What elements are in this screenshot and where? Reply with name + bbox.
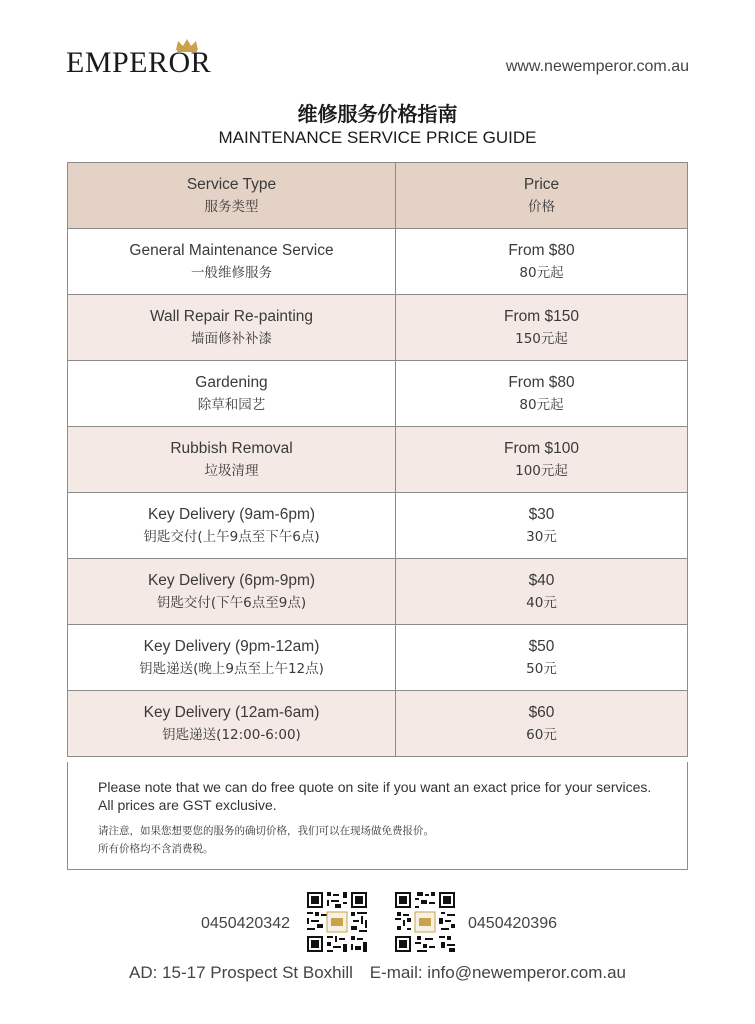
brand-logo	[66, 38, 236, 80]
header-service-en: Service Type	[186, 175, 277, 193]
service-en: Key Delivery (6pm-9pm)	[147, 571, 316, 589]
page-title-en: MAINTENANCE SERVICE PRICE GUIDE	[218, 128, 537, 147]
note-gst-en: All prices are GST exclusive.	[98, 797, 277, 813]
phone-number-2[interactable]: 0450420396	[468, 915, 557, 932]
service-en: General Maintenance Service	[129, 241, 334, 259]
price-cell	[396, 361, 688, 427]
table-row	[68, 295, 688, 361]
price-en: $60	[528, 703, 555, 721]
price-cn: 60元	[526, 726, 557, 743]
service-en: Wall Repair Re-painting	[149, 307, 314, 325]
note-gst-cn: 所有价格均不含消费税。	[98, 843, 214, 855]
phone-number-1[interactable]: 0450420342	[201, 915, 290, 932]
brand-name: EMPEROR	[66, 46, 212, 79]
service-en: Gardening	[195, 373, 268, 391]
table-row	[68, 427, 688, 493]
qr-code-icon	[305, 890, 369, 954]
service-cell	[68, 559, 396, 625]
service-cn: 钥匙递送(12:00-6:00)	[162, 726, 301, 743]
service-cn: 钥匙交付(下午6点至9点)	[156, 594, 307, 611]
footer-email[interactable]: E-mail: info@newemperor.com.au	[369, 963, 626, 982]
qr-code-icon	[393, 890, 457, 954]
service-cell	[68, 625, 396, 691]
price-cell	[396, 493, 688, 559]
service-cell	[68, 691, 396, 757]
header-price-en: Price	[523, 175, 560, 193]
footer	[0, 963, 755, 983]
service-cell	[68, 493, 396, 559]
notes-en	[98, 778, 678, 814]
price-cn: 50元	[526, 660, 557, 677]
table-row	[68, 625, 688, 691]
header-service-cn: 服务类型	[204, 198, 259, 215]
header-price-cn: 价格	[528, 198, 555, 215]
service-cn: 钥匙交付(上午9点至下午6点)	[143, 528, 320, 545]
table-row	[68, 559, 688, 625]
website-link[interactable]: www.newemperor.com.au	[505, 58, 689, 75]
footer-address: AD: 15-17 Prospect St Boxhill	[129, 963, 353, 982]
price-en: $50	[528, 637, 555, 655]
price-cn: 30元	[526, 528, 557, 545]
header-service-type	[68, 163, 396, 229]
price-en: From $150	[504, 307, 579, 325]
notes-box	[67, 762, 688, 870]
service-cn: 一般维修服务	[191, 264, 272, 281]
price-cell	[396, 691, 688, 757]
price-cell	[396, 229, 688, 295]
price-en: From $100	[504, 439, 579, 457]
service-cell	[68, 295, 396, 361]
notes-cn	[98, 822, 678, 858]
price-en: From $80	[508, 373, 575, 391]
note-quote-en: Please note that we can do free quote on site if you want an exact price for your services.	[98, 779, 652, 795]
table-header-row	[68, 163, 688, 229]
price-cell	[396, 625, 688, 691]
price-cell	[396, 427, 688, 493]
service-cell	[68, 361, 396, 427]
price-cn: 100元起	[515, 462, 568, 479]
service-cn: 除草和园艺	[197, 396, 266, 413]
price-cn: 150元起	[515, 330, 568, 347]
price-cn: 80元起	[519, 264, 564, 281]
service-en: Key Delivery (9am-6pm)	[147, 505, 316, 523]
table-row	[68, 229, 688, 295]
price-table	[67, 162, 688, 757]
price-en: $40	[528, 571, 555, 589]
price-en: $30	[528, 505, 555, 523]
price-en: From $80	[508, 241, 575, 259]
service-en: Key Delivery (12am-6am)	[143, 703, 320, 721]
table-row	[68, 493, 688, 559]
table-row	[68, 361, 688, 427]
service-cell	[68, 229, 396, 295]
service-en: Rubbish Removal	[170, 439, 293, 457]
header-price	[396, 163, 688, 229]
table-row	[68, 691, 688, 757]
price-cn: 40元	[526, 594, 557, 611]
price-cell	[396, 559, 688, 625]
service-cn: 钥匙递送(晚上9点至上午12点)	[139, 660, 324, 677]
page-title-cn: 维修服务价格指南	[297, 102, 458, 126]
service-cn: 墙面修补补漆	[191, 330, 272, 347]
price-cn: 80元起	[519, 396, 564, 413]
price-cell	[396, 295, 688, 361]
note-quote-cn: 请注意，如果您想要您的服务的确切价格，我们可以在现场做免费报价。	[98, 825, 434, 837]
service-cell	[68, 427, 396, 493]
service-cn: 垃圾清理	[204, 462, 259, 479]
service-en: Key Delivery (9pm-12am)	[143, 637, 320, 655]
